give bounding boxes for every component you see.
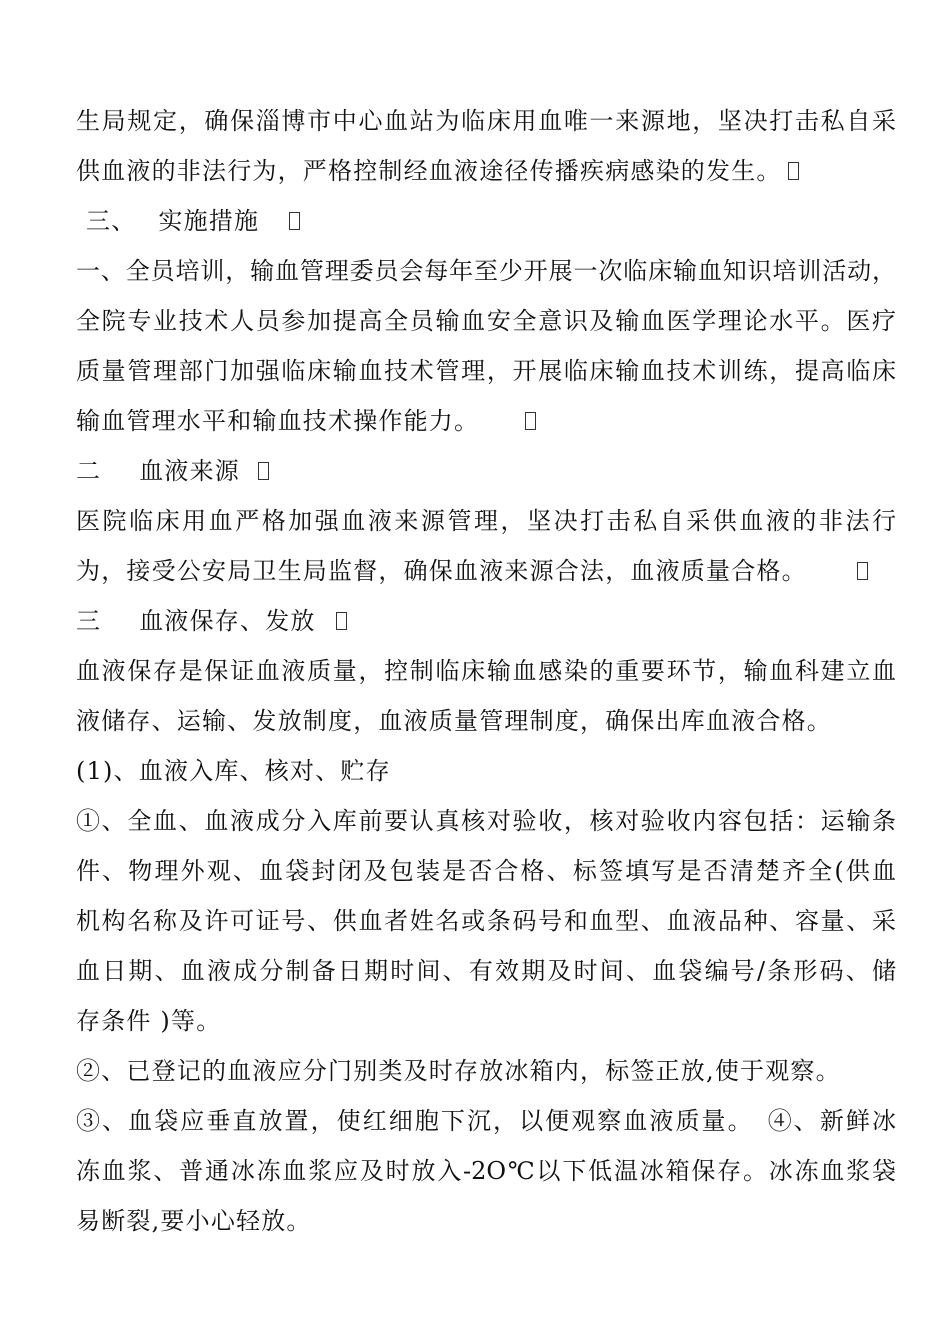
body-text-line: 机构名称及许可证号、供血者姓名或条码号和血型、血液品种、容量、采 — [76, 907, 896, 935]
body-text-line: 易断裂,要小心轻放。 — [76, 1207, 312, 1235]
body-text-line: 医院临床用血严格加强血液来源管理，坚决打击私自采供血液的非法行 — [76, 507, 896, 535]
section-heading: 三、 实施措施 — [76, 196, 896, 246]
body-text-line: 质量管理部门加强临床输血技术管理，开展临床输血技术训练，提高临床 — [76, 357, 896, 385]
missing-glyph-icon — [857, 562, 868, 580]
missing-glyph-icon — [258, 462, 269, 480]
subsection-heading: (1)、血液入库、核对、贮存 — [76, 757, 391, 785]
missing-glyph-icon — [788, 162, 799, 180]
body-text-line: 冻血浆、普通冰冻血浆应及时放入-2O℃以下低温冰箱保存。冰冻血浆袋 — [76, 1157, 896, 1185]
body-text-line: 为，接受公安局卫生局监督，确保血液来源合法，血液质量合格。 — [76, 546, 896, 596]
body-text-line: ①、全血、血液成分入库前要认真核对验收，核对验收内容包括：运输条 — [76, 807, 896, 835]
body-text-line: 生局规定，确保淄博市中心血站为临床用血唯一来源地，坚决打击私自采 — [76, 107, 896, 135]
body-text-line: 血液保存是保证血液质量，控制临床输血感染的重要环节，输血科建立血 — [76, 657, 896, 685]
section-heading: 三 血液保存、发放 — [76, 596, 896, 646]
body-text-line: 件、物理外观、血袋封闭及包装是否合格、标签填写是否清楚齐全(供血 — [76, 857, 896, 885]
missing-glyph-icon — [525, 412, 536, 430]
body-text-line: ③、血袋应垂直放置，使红细胞下沉，以便观察血液质量。 ④、新鲜冰 — [76, 1107, 896, 1135]
body-text-line: 液储存、运输、发放制度，血液质量管理制度，确保出库血液合格。 — [76, 707, 832, 735]
body-text-line: 存条件 )等。 — [76, 1007, 222, 1035]
section-heading: 二 血液来源 — [76, 446, 896, 496]
body-text-line: 供血液的非法行为，严格控制经血液途径传播疾病感染的发生。 — [76, 146, 896, 196]
body-text-line: ②、已登记的血液应分门别类及时存放冰箱内，标签正放,使于观察。 — [76, 1057, 841, 1085]
body-text-line: 血日期、血液成分制备日期时间、有效期及时间、血袋编号/条形码、储 — [76, 957, 896, 985]
body-text-line: 全院专业技术人员参加提高全员输血安全意识及输血医学理论水平。医疗 — [76, 307, 896, 335]
body-text-line: 一、全员培训，输血管理委员会每年至少开展一次临床输血知识培训活动， — [76, 257, 896, 285]
missing-glyph-icon — [336, 612, 347, 630]
missing-glyph-icon — [289, 212, 300, 230]
document-page — [76, 96, 896, 1246]
body-text-line: 输血管理水平和输血技术操作能力。 — [76, 396, 896, 446]
